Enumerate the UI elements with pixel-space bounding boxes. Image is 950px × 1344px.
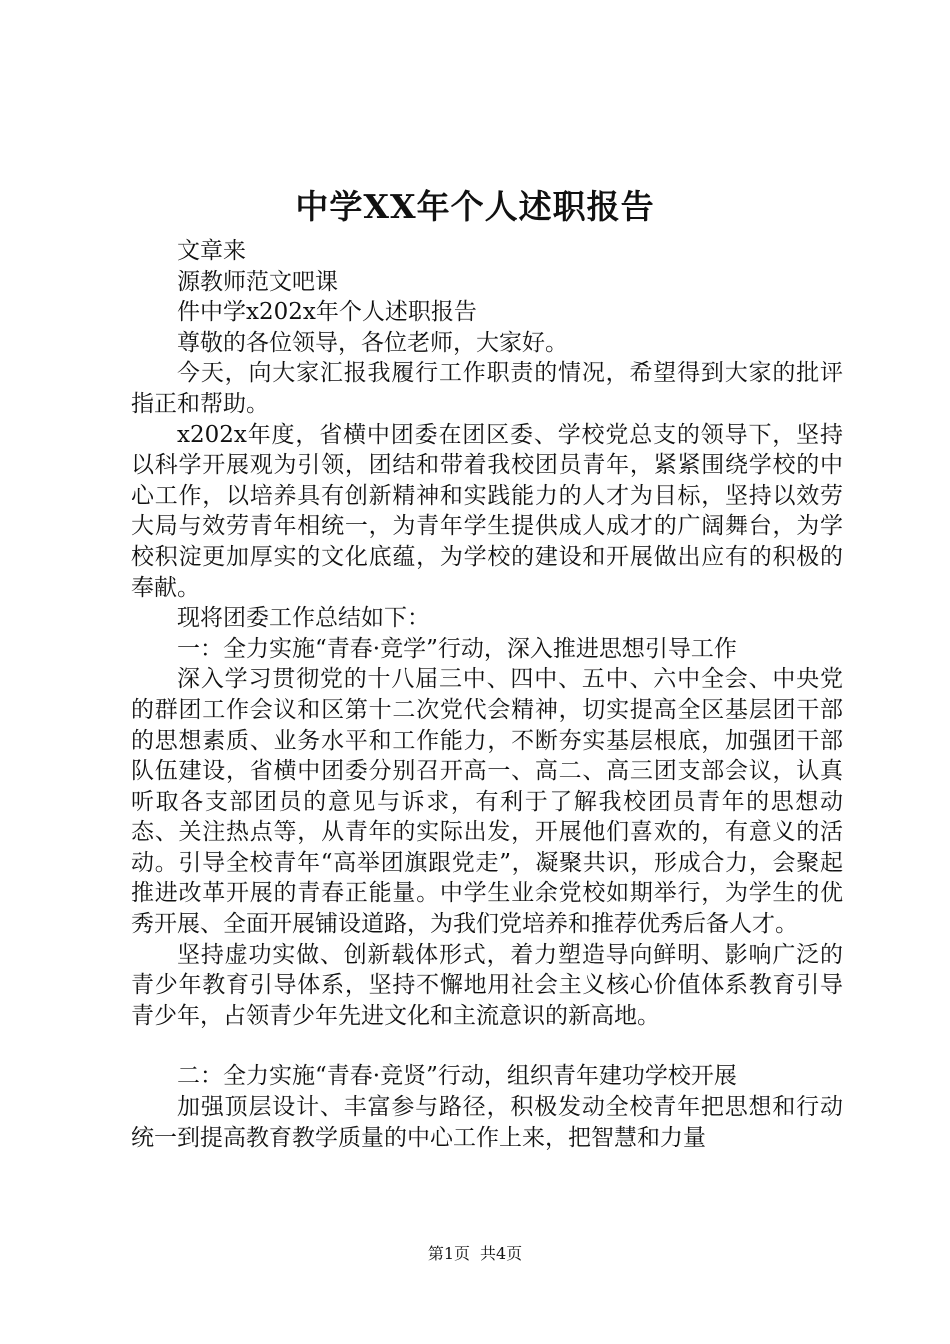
paragraph: 深入学习贯彻党的十八届三中、四中、五中、六中全会、中央党的群团工作会议和区第十二次党代会精神，切实提高全区基层团干部的思想素质、业务水平和工作能力，不断夯实基层根底，加强团干部队伍建设，省横中团委分别召开高一、高二、高三团支部会议，认真听取各支部团员的意见与诉求，有利于了解我校团员青年的思想动态、关注热点等，从青年的实际出发，开展他们喜欢的，有意义的活动。引导全校青年“高举团旗跟党走”，凝聚共识，形成合力，会聚起推进改革开展的青春正能量。中学生业余党校如期举行，为学生的优秀开展、全面开展铺设道路，为我们党培养和推荐优秀后备人才。 <box>131 666 843 938</box>
paragraph: 件中学x202x年个人述职报告 <box>177 299 477 326</box>
paragraph: 加强顶层设计、丰富参与路径，积极发动全校青年把思想和行动统一到提高教育教学质量的中心工作上来，把智慧和力量 <box>131 1094 843 1151</box>
page-total: 共4页 <box>480 1244 523 1263</box>
paragraph: 现将团委工作总结如下： <box>177 605 430 632</box>
paragraph: 尊敬的各位领导，各位老师，大家好。 <box>177 329 568 356</box>
page-footer <box>0 1243 950 1265</box>
section-heading: 二：全力实施“青春·竞贤”行动，组织青年建功学校开展 <box>177 1063 737 1090</box>
paragraph: 文章来 <box>177 238 246 264</box>
paragraph: 今天，向大家汇报我履行工作职责的情况，希望得到大家的批评指正和帮助。 <box>131 360 843 417</box>
page-number: 第1页 <box>427 1244 470 1263</box>
document-title: 中学XX年个人述职报告 <box>295 187 655 226</box>
paragraph: 源教师范文吧课 <box>177 268 338 295</box>
document-body <box>131 236 843 1153</box>
paragraph: 坚持虚功实做、创新载体形式，着力塑造导向鲜明、影响广泛的青少年教育引导体系，坚持不懈地用社会主义核心价值体系教育引导青少年，占领青少年先进文化和主流意识的新高地。 <box>131 941 843 1029</box>
section-heading: 一：全力实施“青春·竞学”行动，深入推进思想引导工作 <box>177 635 737 662</box>
paragraph: x202x年度，省横中团委在团区委、学校党总支的领导下，坚持以科学开展观为引领，团结和带着我校团员青年，紧紧围绕学校的中心工作，以培养具有创新精神和实践能力的人才为目标，坚持以效劳大局与效劳青年相统一，为青年学生提供成人成才的广阔舞台，为学校积淀更加厚实的文化底蕴，为学校的建设和开展做出应有的积极的奉献。 <box>131 421 843 601</box>
